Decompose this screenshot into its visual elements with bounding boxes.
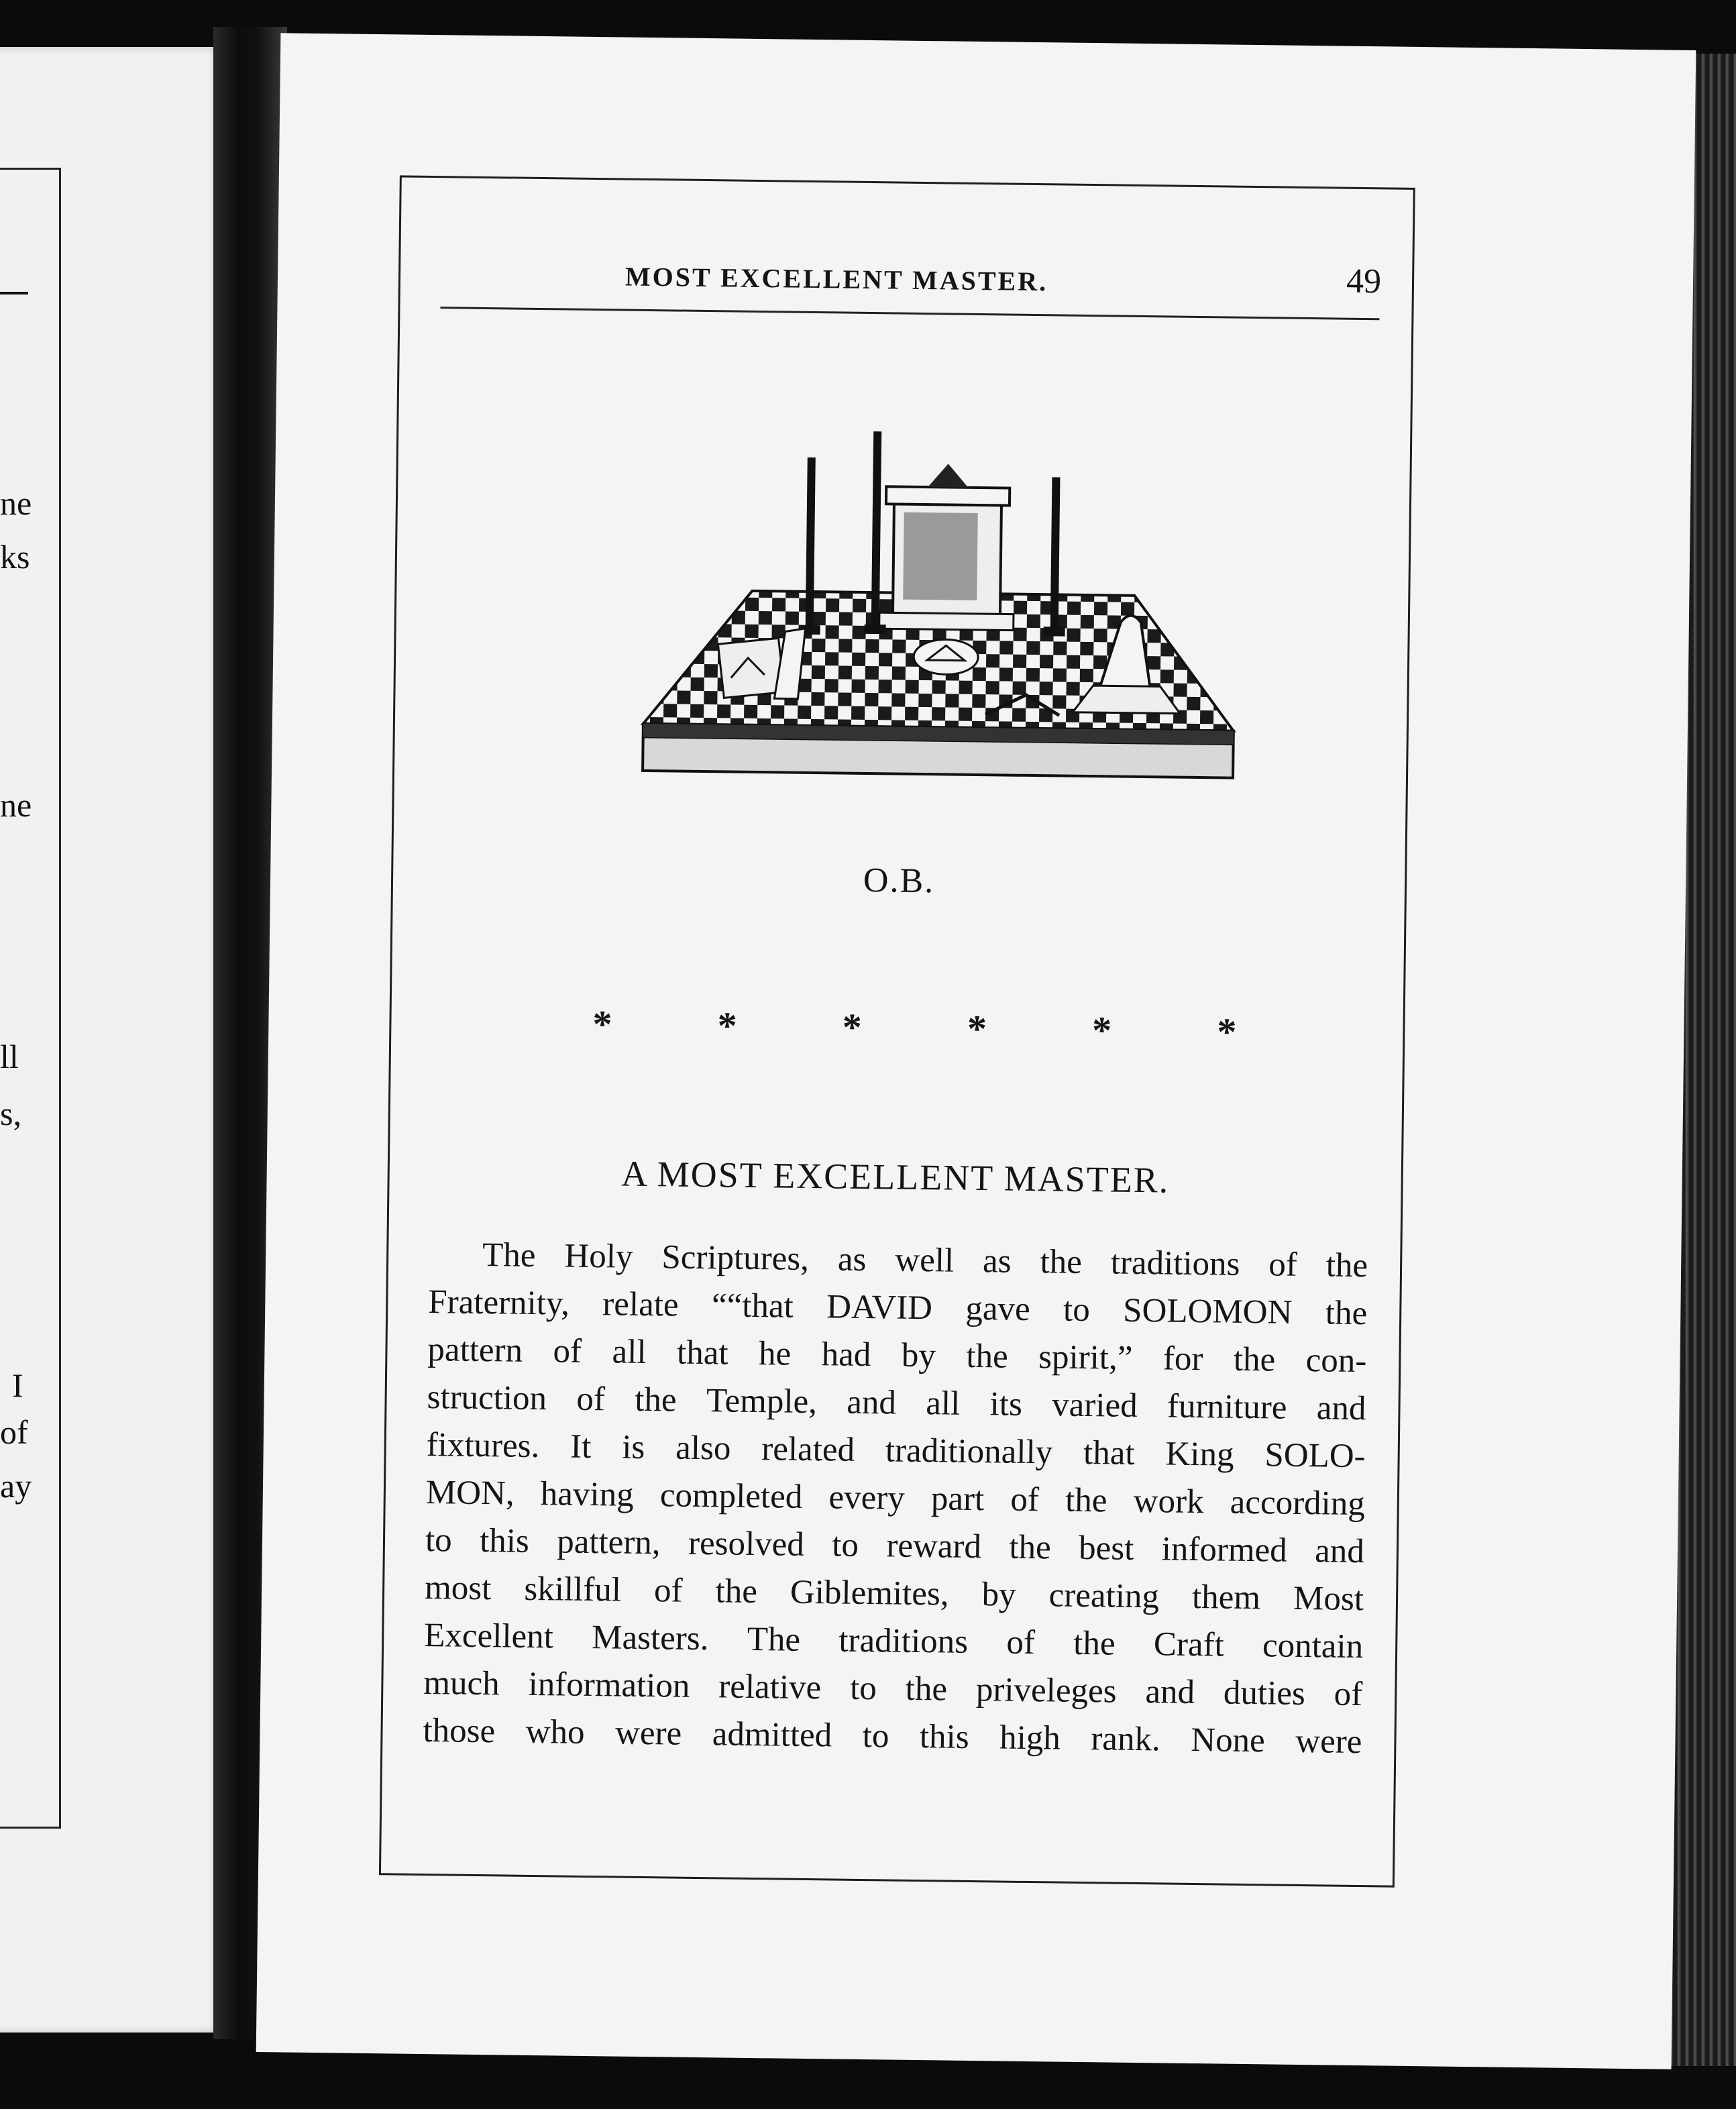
body-word: None [1190,1721,1266,1760]
body-word: by [901,1336,936,1375]
body-word: also [675,1429,731,1468]
page-frame [379,175,1415,1887]
body-word: DAVID [826,1288,933,1328]
body-word: of [1006,1623,1036,1662]
body-word: of [1010,1480,1040,1519]
running-head: MOST EXCELLENT MASTER. [625,261,1048,297]
body-word: having [540,1475,635,1514]
left-text-fragment: ay [0,1467,32,1505]
body-word: gave [965,1289,1031,1329]
left-text-fragment: of [0,1413,28,1451]
body-word: Giblemites, [790,1573,949,1613]
body-word: all [925,1385,961,1423]
body-word: Excellent [423,1617,554,1656]
star-ornament: * [842,1005,863,1049]
star-ornament: * [967,1006,987,1051]
body-word: struction [427,1378,547,1418]
body-word: related [761,1430,855,1469]
body-word: most [424,1569,492,1608]
body-word: the [1325,1246,1368,1285]
body-word: rank. [1091,1720,1161,1759]
page-right [256,33,1696,2069]
body-word: well [894,1241,955,1280]
body-word: traditionally [885,1431,1053,1472]
body-word: best [1078,1529,1134,1568]
body-word: this [919,1718,969,1756]
body-word: every [828,1478,906,1517]
body-word: to [1063,1291,1091,1330]
body-word: Fraternity, [428,1283,570,1323]
body-word: the [715,1572,758,1611]
body-word: of [576,1380,606,1419]
body-word: those [423,1712,496,1751]
body-word: spirit,” [1038,1338,1133,1377]
body-paragraph [423,1231,1368,1766]
body-word: Most [1293,1579,1364,1619]
body-word: furniture [1167,1387,1287,1427]
body-word: priveleges [975,1671,1117,1711]
body-word: and [1314,1532,1365,1571]
body-word: informed [1161,1530,1288,1570]
body-word: traditions [1110,1244,1240,1283]
body-word: Scriptures, [661,1238,810,1278]
body-word: The [747,1620,801,1659]
body-word: the [1040,1243,1083,1281]
body-word: admitted [712,1715,832,1755]
body-word: part [930,1480,985,1519]
body-word: the [1233,1340,1276,1379]
body-word: the [905,1670,948,1709]
body-word: that [1083,1434,1135,1472]
body-word: Masters. [591,1619,709,1658]
body-word: that [676,1334,728,1372]
body-word: them [1191,1578,1261,1617]
body-word: were [1295,1722,1362,1762]
star-ornament: * [592,1002,612,1046]
body-word: the [1009,1528,1052,1567]
body-word: duties [1223,1674,1306,1713]
body-word: information [528,1665,690,1705]
body-word: work [1133,1482,1204,1521]
body-word: Holy [564,1237,633,1276]
illustration-caption: O.B. [863,861,935,901]
left-text-fragment: ne [0,484,32,522]
left-page-rule [0,292,28,294]
body-word: contain [1262,1627,1364,1666]
altar-with-candles-icon [636,409,1244,805]
body-word: who [525,1713,585,1751]
header-rule [440,307,1379,320]
body-word: its [989,1385,1023,1423]
body-word: Temple, [706,1382,818,1421]
body-word: The [482,1236,536,1275]
body-word: resolved [688,1524,805,1564]
body-word: this [479,1522,530,1560]
ornamental-stars [592,1002,1237,1054]
body-word: were [614,1714,682,1753]
page-number: 49 [1346,262,1382,301]
body-word: creating [1048,1576,1160,1616]
body-word: for [1162,1340,1203,1378]
body-word: skillful [524,1570,622,1609]
body-word: to [425,1521,453,1560]
body-word: relative [718,1668,822,1707]
body-word: traditions [838,1621,969,1661]
body-word: and [1316,1389,1366,1428]
body-word: relate [602,1285,679,1324]
body-word: completed [659,1476,803,1516]
body-word: reward [886,1527,982,1566]
section-heading: A MOST EXCELLENT MASTER. [620,1153,1170,1201]
body-word: all [612,1333,647,1372]
body-word: Craft [1153,1625,1225,1664]
body-word: by [981,1576,1016,1614]
star-ornament: * [1091,1008,1112,1052]
body-word: as [837,1240,867,1279]
body-word: and [1145,1673,1195,1712]
body-word: to [849,1669,877,1708]
left-text-fragment: s, [0,1095,21,1132]
body-word: the [1073,1624,1116,1663]
body-word: to [862,1717,889,1755]
body-word: pattern [427,1331,523,1370]
left-page-border [0,168,61,1829]
body-word: It [569,1427,592,1466]
body-word: is [621,1428,645,1467]
body-word: SOLOMON [1122,1291,1293,1332]
body-word: fixtures. [426,1426,540,1466]
body-word: SOLO- [1264,1436,1366,1476]
body-word: high [999,1719,1061,1758]
body-word: con- [1305,1342,1367,1381]
body-word: the [966,1337,1009,1376]
body-word: had [821,1336,871,1374]
body-word: according [1230,1483,1366,1523]
body-word: of [553,1332,582,1370]
left-text-fragment: ks [0,538,30,576]
body-word: and [846,1383,897,1422]
body-word: he [758,1335,792,1373]
facing-page-left [0,47,228,2033]
left-text-fragment: ne [0,786,32,824]
star-ornament: * [717,1004,738,1048]
body-word: as [982,1242,1012,1281]
body-word: the [634,1381,677,1419]
body-word: much [423,1664,500,1703]
body-word: varied [1051,1386,1138,1425]
left-text-fragment: I [12,1366,23,1404]
body-word: ““that [711,1287,794,1326]
body-word: of [1334,1675,1363,1714]
left-text-fragment: ll [0,1038,19,1075]
body-word: pattern, [556,1523,661,1562]
body-word: to [831,1526,859,1564]
body-word: the [1065,1481,1107,1520]
star-ornament: * [1216,1010,1237,1054]
body-word: King [1165,1435,1234,1474]
body-word: MON, [425,1474,514,1513]
body-word: of [653,1572,683,1610]
body-word: of [1268,1246,1298,1284]
body-word: the [1325,1294,1368,1333]
